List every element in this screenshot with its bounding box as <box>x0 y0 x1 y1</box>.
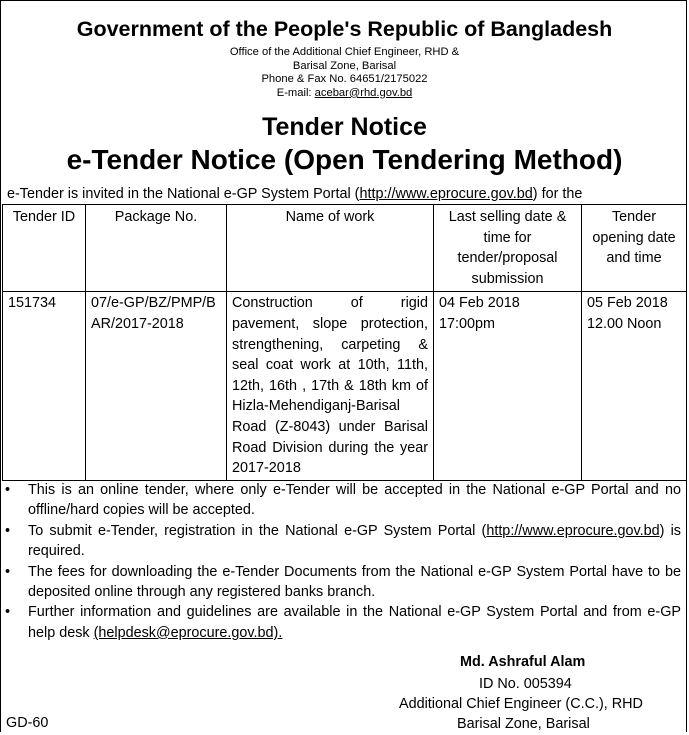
last-selling-date: 04 Feb 2018 <box>439 295 520 312</box>
bullet-icon: • <box>5 604 11 621</box>
bullet-text-1: This is an online tender, where only e-Tender will be accepted in the National e-GP Portal and no offline/hard copies will be accepted. <box>28 482 681 519</box>
opening-time: 12.00 Noon <box>587 315 662 332</box>
header-opening-date: Tender opening date and time <box>582 205 687 292</box>
conditions-list <box>0 480 681 643</box>
last-selling-time: 17:00pm <box>439 315 496 332</box>
footer-code: GD-60 <box>6 715 49 731</box>
email-link[interactable]: acebar@rhd.gov.bd <box>314 86 413 99</box>
intro-before: e-Tender is invited in the National e-GP System Portal ( <box>7 186 360 202</box>
table-header-row <box>3 205 687 292</box>
phone-fax: Phone & Fax No. 64651/2175022 <box>261 73 428 86</box>
list-item <box>0 480 681 521</box>
cell-package-no: 07/e-GP/BZ/PMP/BAR/2017-2018 <box>86 292 227 480</box>
signatory-designation: Additional Chief Engineer (C.C.), RHD <box>399 696 643 712</box>
bullet-text-4: Further information and guidelines are available in the National e-GP System Portal and from e-GP help desk <box>28 604 681 641</box>
signatory-id: ID No. 005394 <box>479 676 572 692</box>
cell-tender-id: 151734 <box>3 292 86 480</box>
bullet-icon: • <box>5 563 11 580</box>
intro-after: ) for the <box>532 186 583 202</box>
notice-title: Tender Notice <box>262 113 427 141</box>
opening-date: 05 Feb 2018 <box>587 295 668 312</box>
eprocure-link[interactable]: http://www.eprocure.gov.bd <box>359 186 533 202</box>
tender-table <box>2 204 687 481</box>
bullet-text-2b: ) is required. <box>28 522 681 560</box>
signatory-zone: Barisal Zone, Barisal <box>457 716 590 732</box>
signatory-name: Md. Ashraful Alam <box>460 654 586 670</box>
office-line-2: Barisal Zone, Barisal <box>292 59 397 72</box>
cell-opening <box>582 292 687 480</box>
notice-subtitle: e-Tender Notice (Open Tendering Method) <box>66 144 623 175</box>
cell-last-selling <box>434 292 582 480</box>
header-tender-id: Tender ID <box>3 205 86 292</box>
cell-name-of-work: Construction of rigid pavement, slope protection, strengthening, carpeting & seal coat work at 10th, 11th, 12th, 16th , 17th & 18th km of Hizla-Mehendiganj-Barisal Road (Z-8043) under Barisal Road Division during the year 2017-2018 <box>227 292 434 480</box>
intro-text <box>7 186 582 202</box>
header-last-selling-date: Last selling date & time for tender/proposal submission <box>434 205 582 292</box>
helpdesk-link[interactable]: (helpdesk@eprocure.gov.bd). <box>93 624 283 641</box>
header-package-no: Package No. <box>86 205 227 292</box>
email-line <box>0 87 689 101</box>
email-label: E-mail: <box>276 86 315 99</box>
bullet-icon: • <box>5 522 11 539</box>
office-address <box>0 46 689 100</box>
list-item <box>0 562 681 603</box>
eprocure-link-2[interactable]: http://www.eprocure.gov.bd <box>486 522 660 539</box>
table-row <box>3 292 687 480</box>
list-item <box>0 602 681 643</box>
government-heading: Government of the People's Republic of Bangladesh <box>76 17 613 41</box>
office-line-1: Office of the Additional Chief Engineer, RHD & <box>229 46 460 58</box>
list-item <box>0 521 681 562</box>
bullet-text-3: The fees for downloading the e-Tender Documents from the National e-GP System Portal have to be deposited online through any registered banks branch. <box>28 563 681 601</box>
bullet-text-2a: To submit e-Tender, registration in the National e-GP System Portal ( <box>28 522 487 539</box>
header-name-of-work: Name of work <box>227 205 434 292</box>
bullet-icon: • <box>5 482 11 498</box>
